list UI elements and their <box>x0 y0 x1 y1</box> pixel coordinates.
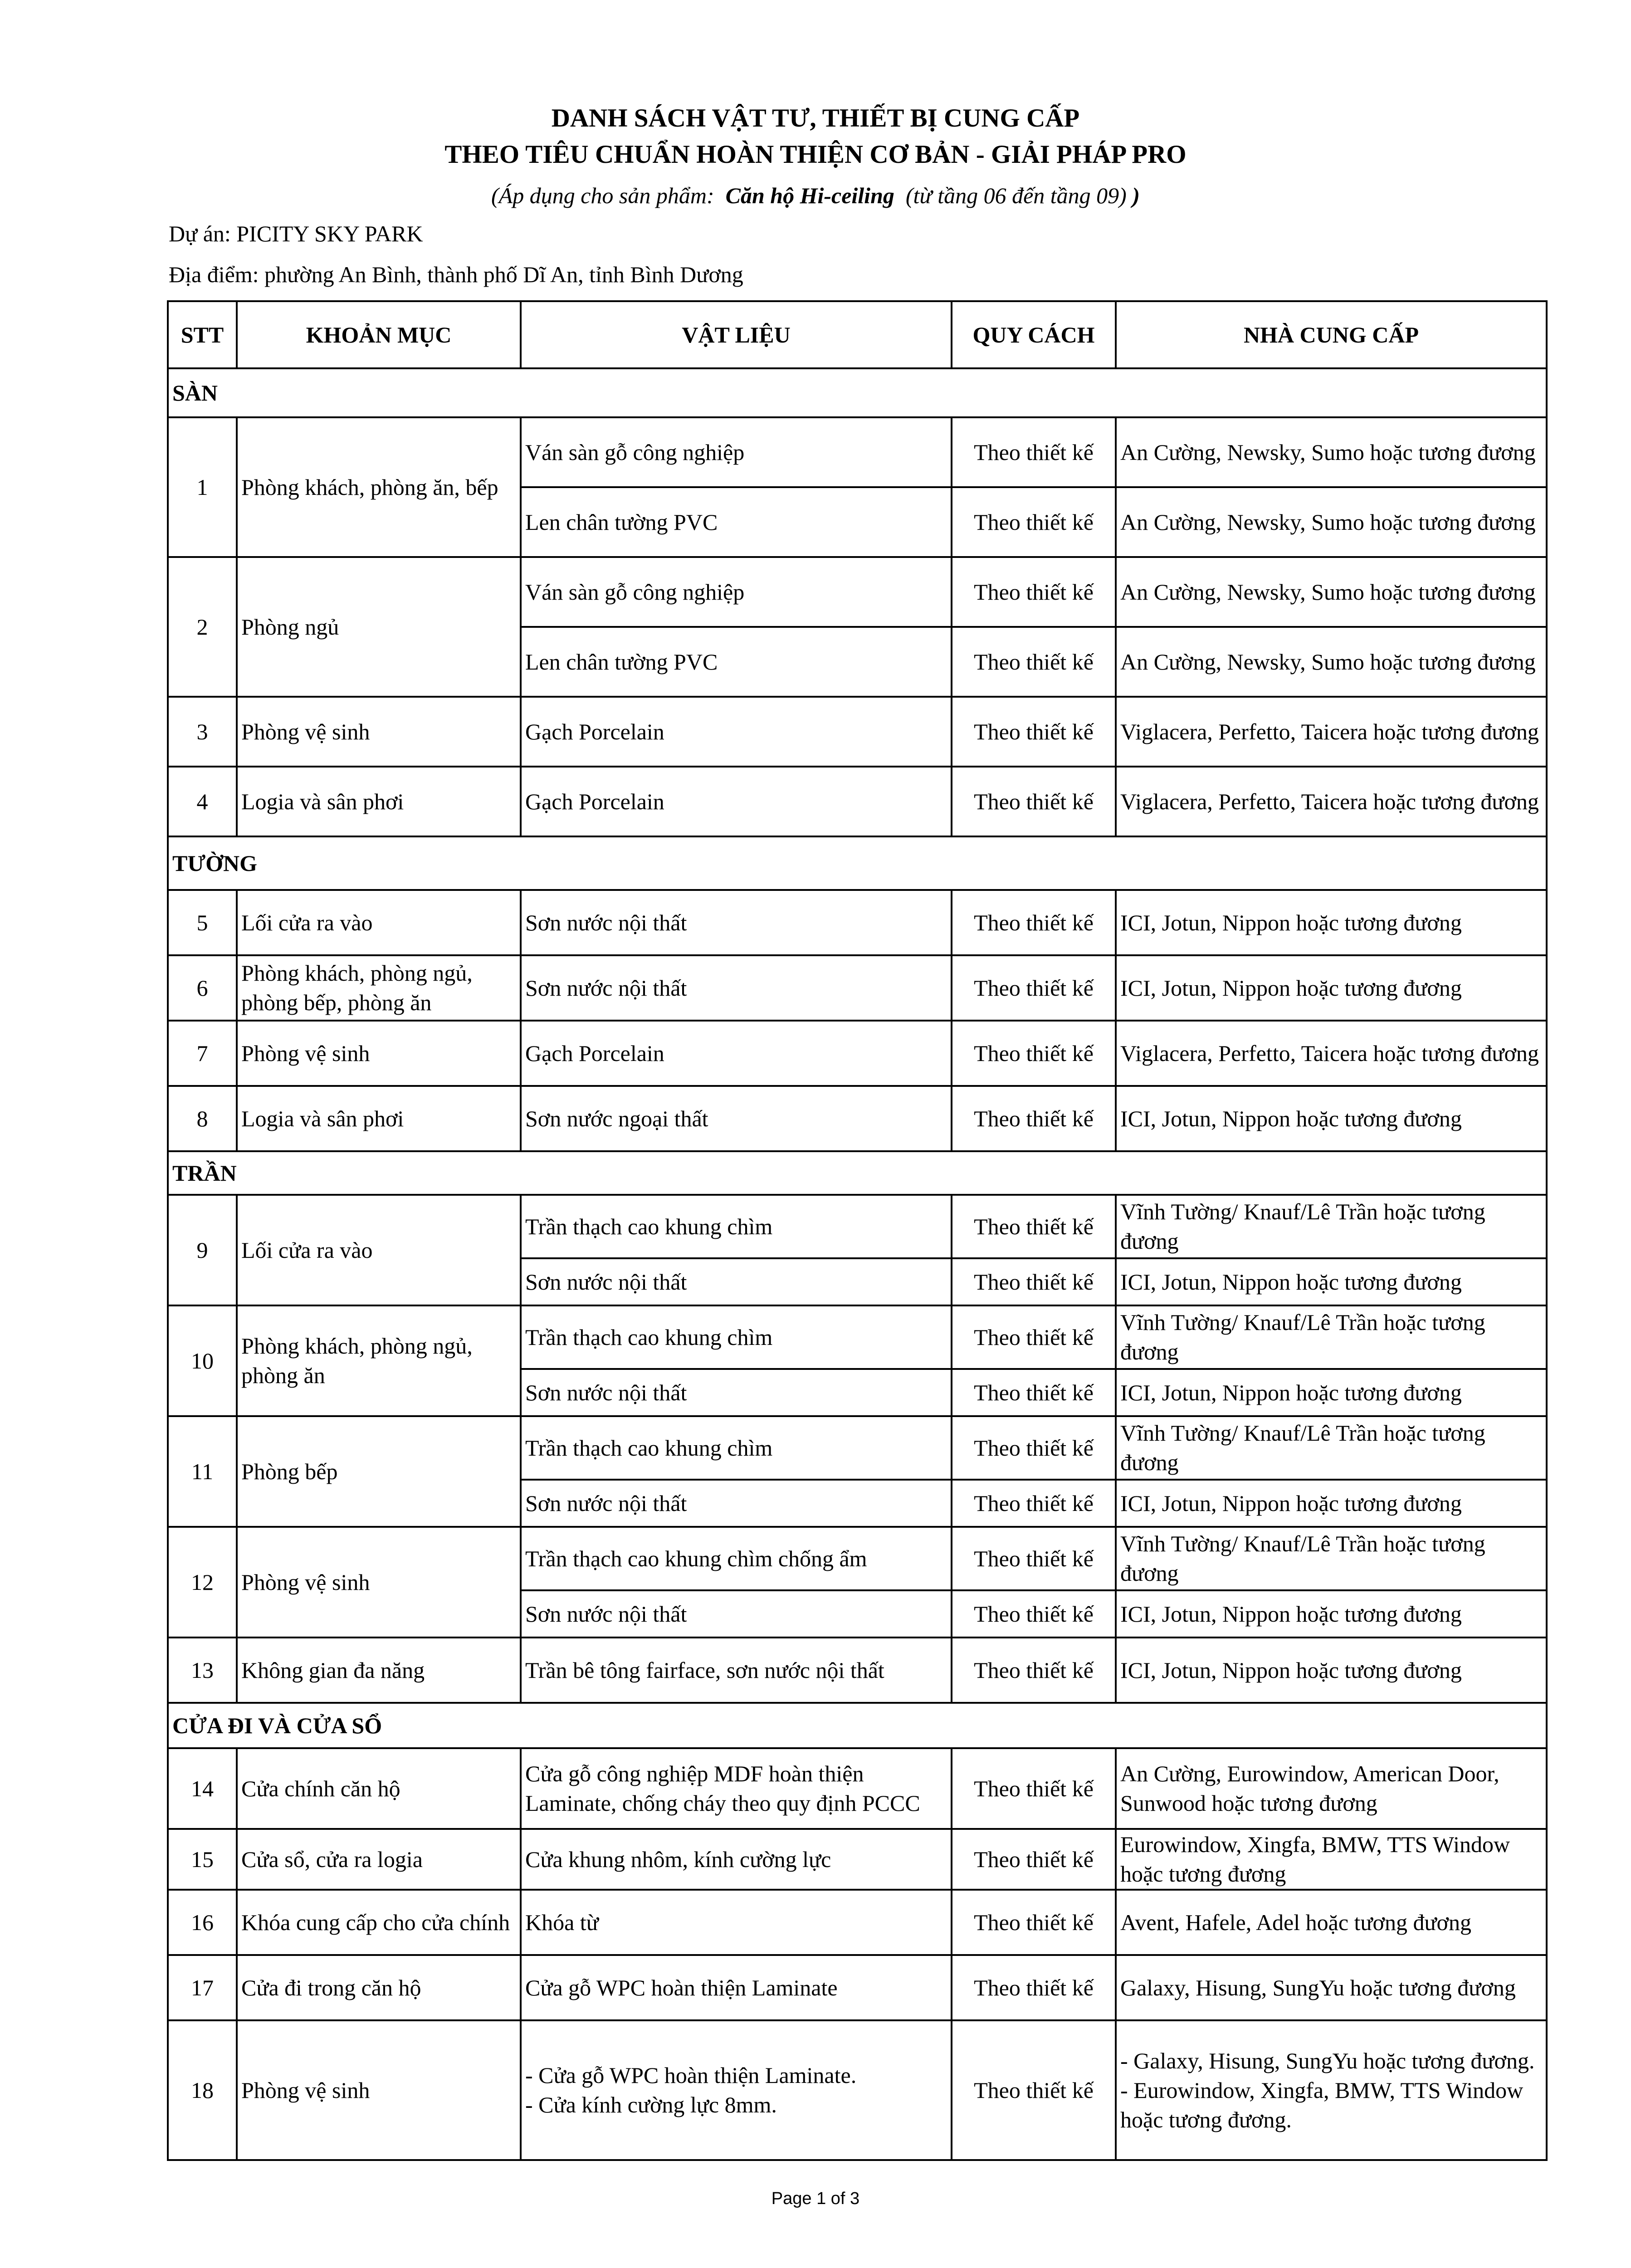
table-row <box>168 1305 1547 1369</box>
item-number: 16 <box>168 1890 237 1955</box>
item-supplier: ICI, Jotun, Nippon hoặc tương đương <box>1116 1590 1547 1637</box>
item-material: Sơn nước nội thất <box>521 955 952 1021</box>
section-row <box>168 368 1547 417</box>
item-spec: Theo thiết kế <box>952 1637 1116 1703</box>
section-row <box>168 1151 1547 1195</box>
product-name: Căn hộ Hi-ceiling <box>725 183 894 208</box>
section-title: TƯỜNG <box>168 836 1547 890</box>
item-category: Lối cửa ra vào <box>237 1195 521 1305</box>
item-spec: Theo thiết kế <box>952 890 1116 955</box>
item-spec: Theo thiết kế <box>952 1829 1116 1890</box>
item-material: Cửa gỗ công nghiệp MDF hoàn thiện Laminate, chống cháy theo quy định PCCC <box>521 1748 952 1829</box>
item-supplier: An Cường, Eurowindow, American Door, Sunwood hoặc tương đương <box>1116 1748 1547 1829</box>
item-material: Trần thạch cao khung chìm chống ẩm <box>521 1527 952 1590</box>
item-material: Sơn nước nội thất <box>521 1590 952 1637</box>
item-supplier: ICI, Jotun, Nippon hoặc tương đương <box>1116 890 1547 955</box>
applies-to-prefix: (Áp dụng cho sản phẩm: <box>491 183 714 208</box>
header-vat-lieu: VẬT LIỆU <box>521 301 952 368</box>
table-row <box>168 2020 1547 2160</box>
item-supplier: An Cường, Newsky, Sumo hoặc tương đương <box>1116 557 1547 627</box>
item-spec: Theo thiết kế <box>952 1416 1116 1480</box>
item-supplier: ICI, Jotun, Nippon hoặc tương đương <box>1116 1480 1547 1527</box>
item-supplier: An Cường, Newsky, Sumo hoặc tương đương <box>1116 487 1547 557</box>
item-spec: Theo thiết kế <box>952 1258 1116 1305</box>
header-nha-cung-cap: NHÀ CUNG CẤP <box>1116 301 1547 368</box>
item-number: 11 <box>168 1416 237 1527</box>
item-material: Cửa gỗ WPC hoàn thiện Laminate <box>521 1955 952 2020</box>
item-spec: Theo thiết kế <box>952 1527 1116 1590</box>
applies-to-note <box>0 182 1631 209</box>
item-spec: Theo thiết kế <box>952 487 1116 557</box>
item-spec: Theo thiết kế <box>952 767 1116 836</box>
table-row <box>168 1829 1547 1890</box>
table-row <box>168 1086 1547 1151</box>
item-spec: Theo thiết kế <box>952 627 1116 697</box>
section-title: SÀN <box>168 368 1547 417</box>
item-material: Len chân tường PVC <box>521 627 952 697</box>
item-category: Phòng khách, phòng ăn, bếp <box>237 417 521 557</box>
item-spec: Theo thiết kế <box>952 557 1116 627</box>
item-spec: Theo thiết kế <box>952 1021 1116 1086</box>
project-location: Địa điểm: phường An Bình, thành phố Dĩ An, tỉnh Bình Dương <box>169 262 743 287</box>
header-quy-cach: QUY CÁCH <box>952 301 1116 368</box>
section-title: TRẦN <box>168 1151 1547 1195</box>
section-row <box>168 836 1547 890</box>
item-supplier: ICI, Jotun, Nippon hoặc tương đương <box>1116 1258 1547 1305</box>
item-supplier: An Cường, Newsky, Sumo hoặc tương đương <box>1116 417 1547 487</box>
project-name: Dự án: PICITY SKY PARK <box>169 221 423 246</box>
item-category: Phòng vệ sinh <box>237 2020 521 2160</box>
applies-to-close: ) <box>1132 183 1140 208</box>
table-row <box>168 1527 1547 1590</box>
item-category: Phòng bếp <box>237 1416 521 1527</box>
table-row <box>168 417 1547 487</box>
item-number: 9 <box>168 1195 237 1305</box>
item-material: Trần thạch cao khung chìm <box>521 1416 952 1480</box>
table-row <box>168 767 1547 836</box>
table-row <box>168 1416 1547 1480</box>
item-supplier: Vĩnh Tường/ Knauf/Lê Trần hoặc tương đương <box>1116 1195 1547 1258</box>
item-material: Trần thạch cao khung chìm <box>521 1195 952 1258</box>
item-material: Sơn nước nội thất <box>521 890 952 955</box>
item-number: 12 <box>168 1527 237 1637</box>
item-supplier: Galaxy, Hisung, SungYu hoặc tương đương <box>1116 1955 1547 2020</box>
materials-table-body <box>168 301 1547 2160</box>
item-category: Logia và sân phơi <box>237 1086 521 1151</box>
item-supplier: - Galaxy, Hisung, SungYu hoặc tương đương. - Eurowindow, Xingfa, BMW, TTS Window hoặc tương đương. <box>1116 2020 1547 2160</box>
item-material: Sơn nước nội thất <box>521 1258 952 1305</box>
item-material: Gạch Porcelain <box>521 697 952 767</box>
item-number: 4 <box>168 767 237 836</box>
header-khoan-muc: KHOẢN MỤC <box>237 301 521 368</box>
page-number: Page 1 of 3 <box>771 2189 860 2208</box>
section-row <box>168 1703 1547 1748</box>
floor-range: (từ tầng 06 đến tầng 09) <box>905 183 1127 208</box>
item-supplier: An Cường, Newsky, Sumo hoặc tương đương <box>1116 627 1547 697</box>
item-supplier: Viglacera, Perfetto, Taicera hoặc tương đương <box>1116 697 1547 767</box>
table-row <box>168 557 1547 627</box>
item-number: 6 <box>168 955 237 1021</box>
item-number: 2 <box>168 557 237 697</box>
table-row <box>168 1195 1547 1258</box>
item-spec: Theo thiết kế <box>952 2020 1116 2160</box>
item-category: Phòng vệ sinh <box>237 1527 521 1637</box>
item-number: 15 <box>168 1829 237 1890</box>
item-spec: Theo thiết kế <box>952 1480 1116 1527</box>
item-category: Logia và sân phơi <box>237 767 521 836</box>
document-subtitle: THEO TIÊU CHUẨN HOÀN THIỆN CƠ BẢN - GIẢI PHÁP PRO <box>444 140 1187 169</box>
item-material: Ván sàn gỗ công nghiệp <box>521 417 952 487</box>
item-material: Trần thạch cao khung chìm <box>521 1305 952 1369</box>
item-supplier: Vĩnh Tường/ Knauf/Lê Trần hoặc tương đương <box>1116 1416 1547 1480</box>
item-category: Cửa chính căn hộ <box>237 1748 521 1829</box>
materials-table <box>167 300 1548 2161</box>
item-spec: Theo thiết kế <box>952 1590 1116 1637</box>
table-row <box>168 1955 1547 2020</box>
item-number: 14 <box>168 1748 237 1829</box>
document-title: DANH SÁCH VẬT TƯ, THIẾT BỊ CUNG CẤP <box>551 104 1080 132</box>
item-spec: Theo thiết kế <box>952 1305 1116 1369</box>
header-stt: STT <box>168 301 237 368</box>
item-number: 7 <box>168 1021 237 1086</box>
item-spec: Theo thiết kế <box>952 1955 1116 2020</box>
item-supplier: Eurowindow, Xingfa, BMW, TTS Window hoặc tương đương <box>1116 1829 1547 1890</box>
item-category: Cửa sổ, cửa ra logia <box>237 1829 521 1890</box>
item-spec: Theo thiết kế <box>952 417 1116 487</box>
table-row <box>168 890 1547 955</box>
item-spec: Theo thiết kế <box>952 1195 1116 1258</box>
item-category: Phòng vệ sinh <box>237 1021 521 1086</box>
item-supplier: ICI, Jotun, Nippon hoặc tương đương <box>1116 1637 1547 1703</box>
item-spec: Theo thiết kế <box>952 955 1116 1021</box>
item-supplier: Vĩnh Tường/ Knauf/Lê Trần hoặc tương đương <box>1116 1527 1547 1590</box>
item-number: 13 <box>168 1637 237 1703</box>
item-supplier: ICI, Jotun, Nippon hoặc tương đương <box>1116 955 1547 1021</box>
item-category: Phòng khách, phòng ngủ, phòng bếp, phòng ăn <box>237 955 521 1021</box>
item-supplier: ICI, Jotun, Nippon hoặc tương đương <box>1116 1369 1547 1416</box>
item-material: Gạch Porcelain <box>521 1021 952 1086</box>
item-material: Len chân tường PVC <box>521 487 952 557</box>
item-supplier: Viglacera, Perfetto, Taicera hoặc tương đương <box>1116 1021 1547 1086</box>
table-row <box>168 1637 1547 1703</box>
item-category: Phòng vệ sinh <box>237 697 521 767</box>
item-spec: Theo thiết kế <box>952 1086 1116 1151</box>
item-number: 5 <box>168 890 237 955</box>
item-number: 10 <box>168 1305 237 1416</box>
table-row <box>168 1890 1547 1955</box>
item-category: Phòng khách, phòng ngủ, phòng ăn <box>237 1305 521 1416</box>
item-supplier: Avent, Hafele, Adel hoặc tương đương <box>1116 1890 1547 1955</box>
table-row <box>168 955 1547 1021</box>
item-supplier: ICI, Jotun, Nippon hoặc tương đương <box>1116 1086 1547 1151</box>
item-material: Khóa từ <box>521 1890 952 1955</box>
item-material: Sơn nước ngoại thất <box>521 1086 952 1151</box>
section-title: CỬA ĐI VÀ CỬA SỔ <box>168 1703 1547 1748</box>
item-supplier: Vĩnh Tường/ Knauf/Lê Trần hoặc tương đương <box>1116 1305 1547 1369</box>
item-category: Không gian đa năng <box>237 1637 521 1703</box>
table-row <box>168 1021 1547 1086</box>
item-material: Sơn nước nội thất <box>521 1369 952 1416</box>
item-material: Sơn nước nội thất <box>521 1480 952 1527</box>
item-number: 18 <box>168 2020 237 2160</box>
table-row <box>168 697 1547 767</box>
item-material: Gạch Porcelain <box>521 767 952 836</box>
table-header-row <box>168 301 1547 368</box>
item-spec: Theo thiết kế <box>952 697 1116 767</box>
item-category: Cửa đi trong căn hộ <box>237 1955 521 2020</box>
item-spec: Theo thiết kế <box>952 1748 1116 1829</box>
item-spec: Theo thiết kế <box>952 1890 1116 1955</box>
item-supplier: Viglacera, Perfetto, Taicera hoặc tương đương <box>1116 767 1547 836</box>
item-material: Cửa khung nhôm, kính cường lực <box>521 1829 952 1890</box>
table-row <box>168 1748 1547 1829</box>
item-number: 1 <box>168 417 237 557</box>
item-number: 8 <box>168 1086 237 1151</box>
item-material: - Cửa gỗ WPC hoàn thiện Laminate. - Cửa kính cường lực 8mm. <box>521 2020 952 2160</box>
item-category: Lối cửa ra vào <box>237 890 521 955</box>
item-number: 17 <box>168 1955 237 2020</box>
item-number: 3 <box>168 697 237 767</box>
item-material: Ván sàn gỗ công nghiệp <box>521 557 952 627</box>
item-category: Phòng ngủ <box>237 557 521 697</box>
item-category: Khóa cung cấp cho cửa chính <box>237 1890 521 1955</box>
item-material: Trần bê tông fairface, sơn nước nội thất <box>521 1637 952 1703</box>
item-spec: Theo thiết kế <box>952 1369 1116 1416</box>
